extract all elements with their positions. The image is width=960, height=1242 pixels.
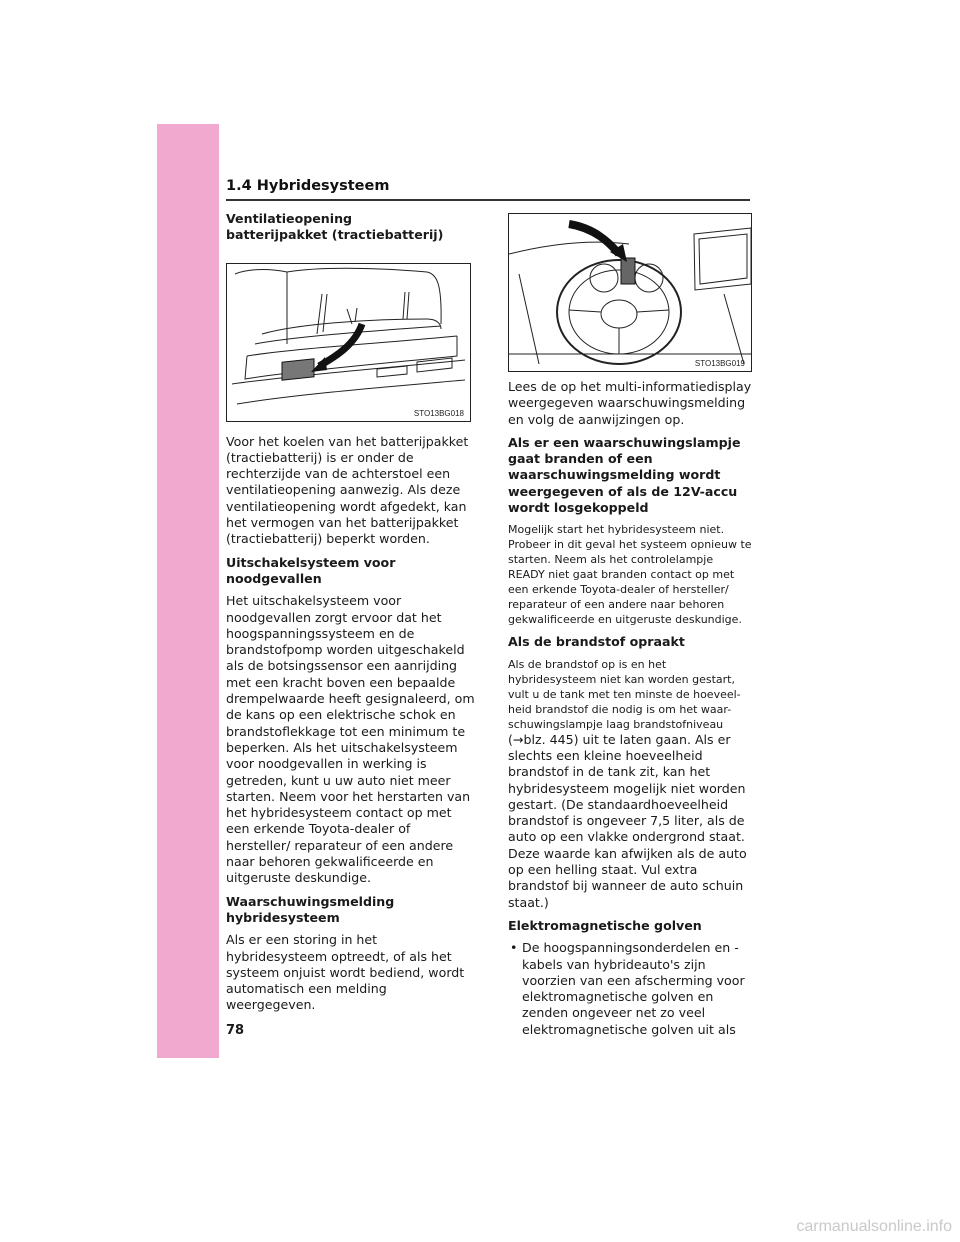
heading-ventilation: Ventilatieopening batterijpakket (tractiebatterij)	[226, 211, 444, 243]
figure-code: STO13BG018	[413, 409, 464, 418]
page-number: 78	[226, 1023, 245, 1038]
dashboard-illustration	[509, 214, 751, 371]
heading-fuel-runs-out: Als de brandstof opraakt	[508, 634, 685, 650]
heading-electromagnetic-waves: Elektromagnetische golven	[508, 917, 702, 933]
header-rule	[226, 199, 750, 201]
paragraph-fuel-empty-b: (→blz. 445) uit te laten gaan. Als er slechts een kleine hoeveelheid brandstof in de tank zit, kan het hybridesysteem mogelijk niet worden gestart. (De standaardhoeveelheid brandstof is ongeveer 7,5 liter, als de auto op een vlakke ondergrond staat. Deze waarde kan afwijken als de auto op een helling staat. Vul extra brandstof bij wanneer de auto schuin staat.)	[508, 731, 747, 910]
watermark: carmanualsonline.info	[796, 1218, 952, 1235]
paragraph-may-not-start: Mogelijk start het hybridesysteem niet. Probeer in dit geval het systeem opnieuw te starten. Neem als het controlelampje READY niet gaat branden contact op met een erkende Toyota-dealer of hersteller/ reparateur of een andere naar behoren gekwalificeerde en uitgeruste deskundige.	[508, 523, 752, 627]
section-header: 1.4 Hybridesysteem	[226, 178, 390, 194]
paragraph-read-message: Lees de op het multi-informatiedisplay weergegeven waarschuwingsmelding en volg de aanwijzingen op.	[508, 379, 752, 427]
multi-info-display	[621, 258, 635, 284]
heading-warning-light: Als er een waarschuwingslampje gaat branden of een waarschuwingsmelding wordt weergegeven of als de 12V-accu wordt losgekoppeld	[508, 434, 741, 516]
em-waves-list	[508, 940, 752, 1038]
right-column	[508, 379, 752, 1038]
list-item: • De hoogspanningsonderdelen en -kabels van hybrideauto's zijn voorzien van een afscherming voor elektromagnetische golven en zenden ongeveer net zo veel elektromagnetische golven uit als	[508, 940, 752, 1038]
figure-rear-seat-vent	[226, 263, 471, 422]
paragraph-ventilation: Voor het koelen van het batterijpakket (tractiebatterij) is er onder de rechterzijde van de achterstoel een ventilatieopening aanwezig. Als deze ventilatieopening wordt afgedekt, kan het vermogen van het batterijpakket (tractiebatterij) beperkt worden.	[226, 433, 469, 547]
paragraph-emergency-shutoff: Het uitschakelsysteem voor noodgevallen zorgt ervoor dat het hoogspanningssysteem en de brandstofpomp worden uitgeschakeld als de botsingssensor een aanrijding met een kracht boven een bepaalde drempelwaarde heeft gesignaleerd, om de kans op een elektrische schok en brandstoflekkage tot een minimum te beperken. Als het uitschakelsysteem voor noodgevallen in werking is getreden, kunt u uw auto niet meer starten. Neem voor het herstarten van het hybridesysteem contact op met een erkende Toyota-dealer of hersteller/ reparateur of een andere naar behoren gekwalificeerde en uitgeruste deskundige.	[226, 593, 475, 886]
heading-emergency-shutoff: Uitschakelsysteem voor noodgevallen	[226, 554, 396, 586]
figure-code: STO13BG019	[694, 359, 745, 368]
vent-grille	[282, 359, 314, 380]
paragraph-fuel-empty-a: Als de brandstof op is en het hybridesysteem niet kan worden gestart, vult u de tank met ten minste de hoeveel-heid brandstof die nodig is om het waar-schuwingslampje laag brandstofniveau	[508, 657, 741, 731]
rear-seat-illustration	[227, 264, 470, 421]
paragraph-warning-message: Als er een storing in het hybridesysteem optreedt, of als het systeem onjuist wordt bediend, wordt automatisch een melding weergegeven.	[226, 932, 465, 1013]
side-tab-bar	[157, 124, 219, 1058]
figure-dashboard-display	[508, 213, 752, 372]
heading-warning-message: Waarschuwingsmelding hybridesysteem	[226, 893, 395, 925]
